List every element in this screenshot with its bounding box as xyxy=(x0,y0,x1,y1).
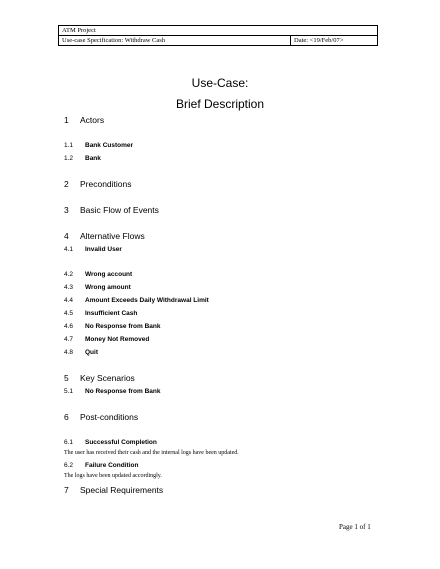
section-label: Preconditions xyxy=(80,179,132,189)
section-number: 2 xyxy=(64,179,69,189)
subsection-label: Money Not Removed xyxy=(85,336,150,343)
section-post-conditions xyxy=(64,412,138,422)
subsection-number: 4.4 xyxy=(64,297,74,304)
subsection-label: Insufficient Cash xyxy=(85,310,138,317)
subsection-label: Failure Condition xyxy=(85,462,139,469)
subsection-label: Bank xyxy=(85,155,101,162)
section-special-requirements xyxy=(64,485,163,495)
subsection-no-response xyxy=(64,323,161,330)
title-line-1: Use-Case: xyxy=(191,76,249,90)
subsection-wrong-account xyxy=(64,271,132,278)
section-preconditions xyxy=(64,179,132,189)
section-label: Basic Flow of Events xyxy=(80,205,159,215)
section-actors xyxy=(64,115,104,125)
subsection-label: Quit xyxy=(85,349,98,356)
subsection-insufficient-cash xyxy=(64,310,137,317)
section-label: Alternative Flows xyxy=(80,231,145,241)
section-label: Post-conditions xyxy=(80,412,139,422)
subsection-number: 4.6 xyxy=(64,323,74,330)
subsection-scenario-no-response xyxy=(64,388,161,395)
subsection-wrong-amount xyxy=(64,284,131,291)
section-number: 5 xyxy=(64,373,69,383)
subsection-label: No Response from Bank xyxy=(85,323,161,330)
document-header-table xyxy=(58,25,378,46)
subsection-bank-customer xyxy=(64,142,133,149)
section-number: 7 xyxy=(64,485,69,495)
subsection-invalid-user xyxy=(64,246,122,253)
subsection-number: 1.1 xyxy=(64,142,74,149)
subsection-successful-completion xyxy=(64,439,157,446)
section-number: 4 xyxy=(64,231,69,241)
section-number: 1 xyxy=(64,115,69,125)
subsection-label: No Response from Bank xyxy=(85,388,161,395)
successful-completion-text: The user has received their cash and the internal logs have been updated. xyxy=(64,450,239,456)
section-basic-flow xyxy=(64,205,159,215)
subsection-number: 4.3 xyxy=(64,284,74,291)
section-number: 3 xyxy=(64,205,69,215)
section-label: Key Scenarios xyxy=(80,373,135,383)
subsection-number: 4.1 xyxy=(64,246,74,253)
subsection-label: Bank Customer xyxy=(85,142,134,149)
project-name: ATM Project xyxy=(59,26,378,36)
subsection-quit xyxy=(64,349,98,356)
subsection-failure-condition xyxy=(64,462,138,469)
subsection-number: 1.2 xyxy=(64,155,74,162)
document-date: Date: <19/Feb/07> xyxy=(291,36,378,46)
subsection-number: 6.2 xyxy=(64,462,74,469)
section-label: Actors xyxy=(80,115,105,125)
section-key-scenarios xyxy=(64,373,135,383)
subsection-number: 4.8 xyxy=(64,349,74,356)
subsection-label: Wrong account xyxy=(85,271,133,278)
subsection-label: Wrong amount xyxy=(85,284,131,291)
subsection-number: 4.7 xyxy=(64,336,74,343)
subsection-label: Amount Exceeds Daily Withdrawal Limit xyxy=(85,297,209,304)
subsection-number: 6.1 xyxy=(64,439,74,446)
failure-condition-text: The logs have been updated accordingly. xyxy=(64,473,162,479)
page-number: Page 1 of 1 xyxy=(339,523,371,531)
section-label: Special Requirements xyxy=(80,485,164,495)
subsection-daily-limit xyxy=(64,297,209,304)
subsection-number: 4.5 xyxy=(64,310,74,317)
section-alternative-flows xyxy=(64,231,145,241)
title-line-2: Brief Description xyxy=(175,97,265,111)
section-number: 6 xyxy=(64,412,69,422)
subsection-number: 5.1 xyxy=(64,388,74,395)
subsection-label: Successful Completion xyxy=(85,439,157,446)
subsection-bank xyxy=(64,155,101,162)
subsection-money-not-removed xyxy=(64,336,149,343)
subsection-label: Invalid User xyxy=(85,246,122,253)
subsection-number: 4.2 xyxy=(64,271,74,278)
spec-title: Use-case Specification: Withdraw Cash xyxy=(59,36,291,46)
